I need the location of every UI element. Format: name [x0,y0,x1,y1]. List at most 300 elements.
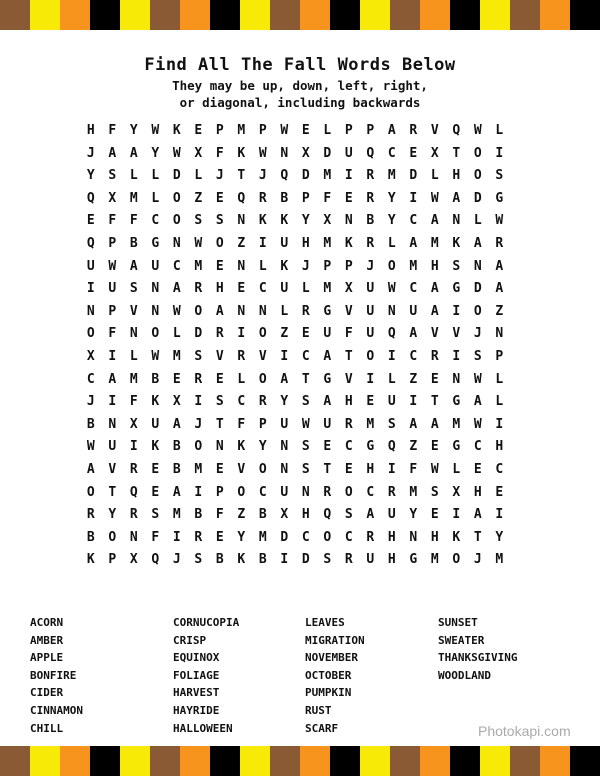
grid-letter: X [452,484,461,500]
grid-letter: C [172,258,181,274]
grid-letter: U [323,416,332,432]
grid-letter: X [194,145,203,161]
grid-letter: V [452,326,461,342]
grid-letter: K [172,123,181,138]
grid-letter: S [301,461,310,477]
grid-letter: I [409,394,418,410]
word-list-item: HARVEST [173,686,220,700]
grid-letter: S [301,394,310,410]
grid-letter: O [151,326,160,342]
grid-letter: C [344,529,353,545]
grid-letter: Y [387,213,396,229]
stripe-block [210,0,240,30]
grid-letter: R [301,303,310,319]
grid-letter: J [301,258,310,274]
grid-letter: P [323,258,332,274]
grid-letter: R [366,190,375,206]
grid-letter: W [473,123,482,138]
grid-letter: I [366,371,375,387]
grid-row [80,369,510,392]
grid-letter: V [430,123,439,138]
grid-letter: V [344,303,353,319]
grid-letter: P [108,303,117,319]
grid-letter: O [172,213,181,229]
grid-letter: U [366,552,375,568]
grid-letter: E [237,281,246,297]
grid-letter: S [194,213,203,229]
grid-letter: A [495,281,504,297]
grid-letter: T [344,348,353,364]
grid-letter: X [301,145,310,161]
grid-letter: N [473,258,482,274]
grid-row [80,120,510,143]
grid-letter: M [194,461,203,477]
stripe-block [150,0,180,30]
grid-letter: S [452,258,461,274]
grid-row [80,143,510,166]
grid-letter: I [495,416,504,432]
grid-letter: F [108,213,117,229]
grid-letter: F [409,461,418,477]
grid-letter: I [129,439,138,455]
grid-letter: P [108,235,117,251]
grid-letter: R [344,416,353,432]
grid-letter: U [151,258,160,274]
grid-letter: I [237,326,246,342]
grid-letter: O [473,145,482,161]
grid-letter: C [86,371,95,387]
grid-letter: N [280,439,289,455]
grid-letter: G [323,371,332,387]
grid-letter: B [86,529,95,545]
grid-row [80,436,510,459]
word-list-column-3 [305,614,365,737]
stripe-block [360,0,390,30]
grid-letter: J [172,552,181,568]
grid-letter: R [258,394,267,410]
grid-letter: U [108,281,117,297]
grid-letter: L [387,235,396,251]
word-list-item: CRISP [173,633,207,647]
stripe-block [270,746,300,776]
grid-letter: A [280,371,289,387]
word-list-item: CHILL [30,721,64,735]
grid-letter: H [495,439,504,455]
grid-letter: H [215,281,224,297]
grid-letter: C [387,145,396,161]
stripe-block [180,0,210,30]
grid-letter: J [194,416,203,432]
grid-letter: L [280,303,289,319]
grid-letter: M [237,123,246,138]
grid-letter: G [323,303,332,319]
grid-row [80,549,510,572]
grid-letter: C [301,529,310,545]
grid-letter: M [430,552,439,568]
grid-letter: F [237,416,246,432]
grid-letter: R [387,484,396,500]
grid-letter: Z [237,235,246,251]
grid-letter: B [280,190,289,206]
stripe-block [420,746,450,776]
stripe-block [150,746,180,776]
stripe-block [30,0,60,30]
word-list-item: SWEATER [438,633,485,647]
grid-letter: W [473,371,482,387]
grid-letter: M [323,281,332,297]
grid-letter: L [151,190,160,206]
stripe-block [450,746,480,776]
word-list-item: THANKSGIVING [438,651,518,665]
stripe-block [390,746,420,776]
grid-letter: E [430,371,439,387]
grid-letter: B [172,461,181,477]
stripe-block [240,0,270,30]
grid-letter: I [409,190,418,206]
grid-letter: S [108,168,117,184]
word-list-item: FOLIAGE [173,668,220,682]
stripe-block [90,0,120,30]
stripe-block [0,746,30,776]
grid-letter: W [151,123,160,138]
grid-letter: I [495,507,504,523]
grid-letter: K [344,235,353,251]
word-list-item: AMBER [30,633,64,647]
grid-letter: E [301,326,310,342]
stripe-block [300,0,330,30]
grid-letter: Y [280,394,289,410]
instructions-line-1: They may be up, down, left, right, [172,78,428,93]
grid-letter: E [323,439,332,455]
grid-letter: B [172,439,181,455]
grid-letter: D [409,168,418,184]
grid-letter: L [495,371,504,387]
grid-letter: O [344,484,353,500]
grid-letter: A [409,416,418,432]
word-list-item: BONFIRE [30,668,77,682]
grid-letter: U [387,394,396,410]
site-credit: Photokapi.com [478,723,571,739]
grid-row [80,527,510,550]
grid-letter: C [151,213,160,229]
grid-letter: Q [366,145,375,161]
grid-letter: Q [452,123,461,138]
grid-letter: M [194,258,203,274]
grid-letter: Q [86,190,95,206]
grid-letter: E [215,371,224,387]
grid-letter: T [323,461,332,477]
grid-letter: E [215,190,224,206]
grid-letter: X [280,507,289,523]
grid-letter: F [108,123,117,138]
grid-letter: V [258,348,267,364]
grid-letter: R [194,281,203,297]
grid-letter: U [86,258,95,274]
grid-letter: M [366,416,375,432]
grid-letter: A [172,484,181,500]
stripe-block [510,746,540,776]
grid-letter: U [280,416,289,432]
stripe-block [510,0,540,30]
grid-letter: S [344,507,353,523]
grid-letter: N [387,303,396,319]
grid-letter: A [430,281,439,297]
grid-letter: D [473,281,482,297]
grid-letter: R [409,123,418,138]
grid-letter: A [409,235,418,251]
grid-letter: I [495,145,504,161]
grid-letter: T [430,394,439,410]
grid-letter: A [172,416,181,432]
grid-letter: S [473,348,482,364]
stripe-block [330,0,360,30]
grid-letter: J [215,168,224,184]
grid-letter: L [323,123,332,138]
grid-letter: K [280,213,289,229]
grid-letter: T [301,371,310,387]
grid-letter: I [86,281,95,297]
grid-letter: B [215,552,224,568]
grid-letter: V [237,461,246,477]
grid-letter: V [129,303,138,319]
grid-letter: H [430,529,439,545]
word-list-column-1 [30,614,83,737]
stripe-block [420,0,450,30]
grid-letter: C [409,213,418,229]
grid-letter: M [409,484,418,500]
grid-letter: C [258,484,267,500]
grid-letter: I [452,303,461,319]
grid-letter: Z [409,439,418,455]
grid-letter: W [430,461,439,477]
grid-letter: X [344,281,353,297]
grid-letter: N [151,281,160,297]
grid-letter: P [215,484,224,500]
grid-letter: O [215,235,224,251]
grid-letter: R [430,348,439,364]
grid-letter: M [172,348,181,364]
grid-letter: R [215,326,224,342]
grid-letter: W [172,145,181,161]
grid-row [80,301,510,324]
grid-letter: M [430,235,439,251]
grid-letter: E [366,394,375,410]
word-list-item: SCARF [305,721,339,735]
stripe-block [450,0,480,30]
grid-letter: F [129,213,138,229]
grid-row [80,210,510,233]
grid-letter: A [366,507,375,523]
grid-letter: Q [237,190,246,206]
grid-letter: E [301,123,310,138]
grid-letter: L [495,123,504,138]
grid-letter: E [430,507,439,523]
grid-letter: N [452,371,461,387]
grid-letter: A [473,507,482,523]
grid-letter: H [430,258,439,274]
grid-letter: U [366,303,375,319]
word-list-item: RUST [305,703,332,717]
grid-letter: O [473,303,482,319]
grid-letter: L [237,371,246,387]
grid-letter: D [323,145,332,161]
grid-letter: X [323,213,332,229]
grid-letter: S [194,552,203,568]
stripe-block [30,746,60,776]
grid-letter: J [473,326,482,342]
grid-letter: A [108,145,117,161]
grid-letter: R [323,484,332,500]
grid-letter: S [430,484,439,500]
grid-letter: S [129,281,138,297]
grid-row [80,482,510,505]
grid-row [80,188,510,211]
grid-letter: B [258,552,267,568]
grid-letter: W [495,213,504,229]
grid-letter: J [473,552,482,568]
grid-letter: K [237,439,246,455]
grid-letter: G [452,439,461,455]
grid-letter: Z [237,507,246,523]
word-list-item: NOVEMBER [305,651,358,665]
grid-letter: W [301,416,310,432]
grid-letter: K [237,145,246,161]
grid-letter: Z [194,190,203,206]
grid-letter: N [344,213,353,229]
grid-letter: G [452,281,461,297]
grid-row [80,278,510,301]
grid-letter: W [387,281,396,297]
grid-letter: Q [387,439,396,455]
word-list-item: LEAVES [305,616,345,629]
grid-letter: N [237,303,246,319]
grid-letter: F [108,326,117,342]
grid-letter: E [86,213,95,229]
grid-letter: D [301,552,310,568]
grid-letter: D [280,529,289,545]
grid-letter: U [151,416,160,432]
grid-letter: R [495,235,504,251]
grid-letter: W [108,258,117,274]
grid-letter: A [323,348,332,364]
grid-letter: B [194,507,203,523]
grid-letter: A [323,394,332,410]
grid-letter: Z [495,303,504,319]
grid-letter: N [495,326,504,342]
grid-letter: L [452,461,461,477]
grid-letter: E [344,461,353,477]
grid-letter: U [280,281,289,297]
grid-letter: M [258,529,267,545]
grid-letter: I [108,348,117,364]
grid-letter: E [473,461,482,477]
stripe-block [60,746,90,776]
grid-letter: I [194,484,203,500]
stripe-block [570,746,600,776]
grid-letter: R [366,529,375,545]
grid-letter: A [108,371,117,387]
grid-letter: I [172,529,181,545]
grid-letter: A [409,326,418,342]
grid-letter: F [215,507,224,523]
grid-letter: N [172,235,181,251]
grid-letter: B [86,416,95,432]
grid-letter: E [151,484,160,500]
grid-letter: Q [280,168,289,184]
grid-letter: M [172,507,181,523]
page-title: Find All The Fall Words Below [144,55,456,75]
grid-letter: C [366,484,375,500]
grid-letter: S [151,507,160,523]
grid-letter: Q [86,235,95,251]
grid-letter: W [194,235,203,251]
grid-letter: B [258,507,267,523]
grid-letter: A [86,461,95,477]
grid-letter: P [301,190,310,206]
grid-letter: X [430,145,439,161]
stripe-block [210,746,240,776]
grid-letter: Z [409,371,418,387]
grid-letter: R [258,190,267,206]
grid-letter: F [215,145,224,161]
grid-letter: L [129,168,138,184]
stripe-block [540,0,570,30]
grid-letter: Y [237,529,246,545]
grid-letter: U [344,145,353,161]
grid-letter: Y [387,190,396,206]
grid-letter: H [452,168,461,184]
grid-letter: C [237,394,246,410]
grid-letter: L [172,326,181,342]
stripe-block [270,0,300,30]
grid-letter: A [215,303,224,319]
stripe-block [330,746,360,776]
grid-letter: P [344,123,353,138]
grid-row [80,165,510,188]
grid-letter: U [366,326,375,342]
grid-row [80,256,510,279]
grid-letter: N [237,213,246,229]
grid-letter: N [151,303,160,319]
grid-letter: N [258,303,267,319]
grid-letter: L [495,394,504,410]
grid-letter: C [409,281,418,297]
grid-letter: W [430,190,439,206]
grid-letter: M [129,190,138,206]
word-list-item: WOODLAND [438,668,491,682]
grid-letter: U [409,303,418,319]
grid-letter: F [151,529,160,545]
grid-letter: O [258,371,267,387]
grid-letter: E [430,439,439,455]
grid-letter: E [194,123,203,138]
grid-letter: G [366,439,375,455]
grid-letter: U [108,439,117,455]
grid-letter: Q [151,552,160,568]
grid-letter: D [301,168,310,184]
instructions-line-2: or diagonal, including backwards [179,95,421,110]
stripe-block [120,0,150,30]
word-list [30,614,590,740]
grid-letter: O [473,168,482,184]
stripe-block [300,746,330,776]
word-list-item: SUNSET [438,616,478,629]
grid-letter: N [280,145,289,161]
grid-letter: L [301,281,310,297]
grid-letter: G [495,190,504,206]
grid-letter: A [473,394,482,410]
grid-letter: K [280,258,289,274]
